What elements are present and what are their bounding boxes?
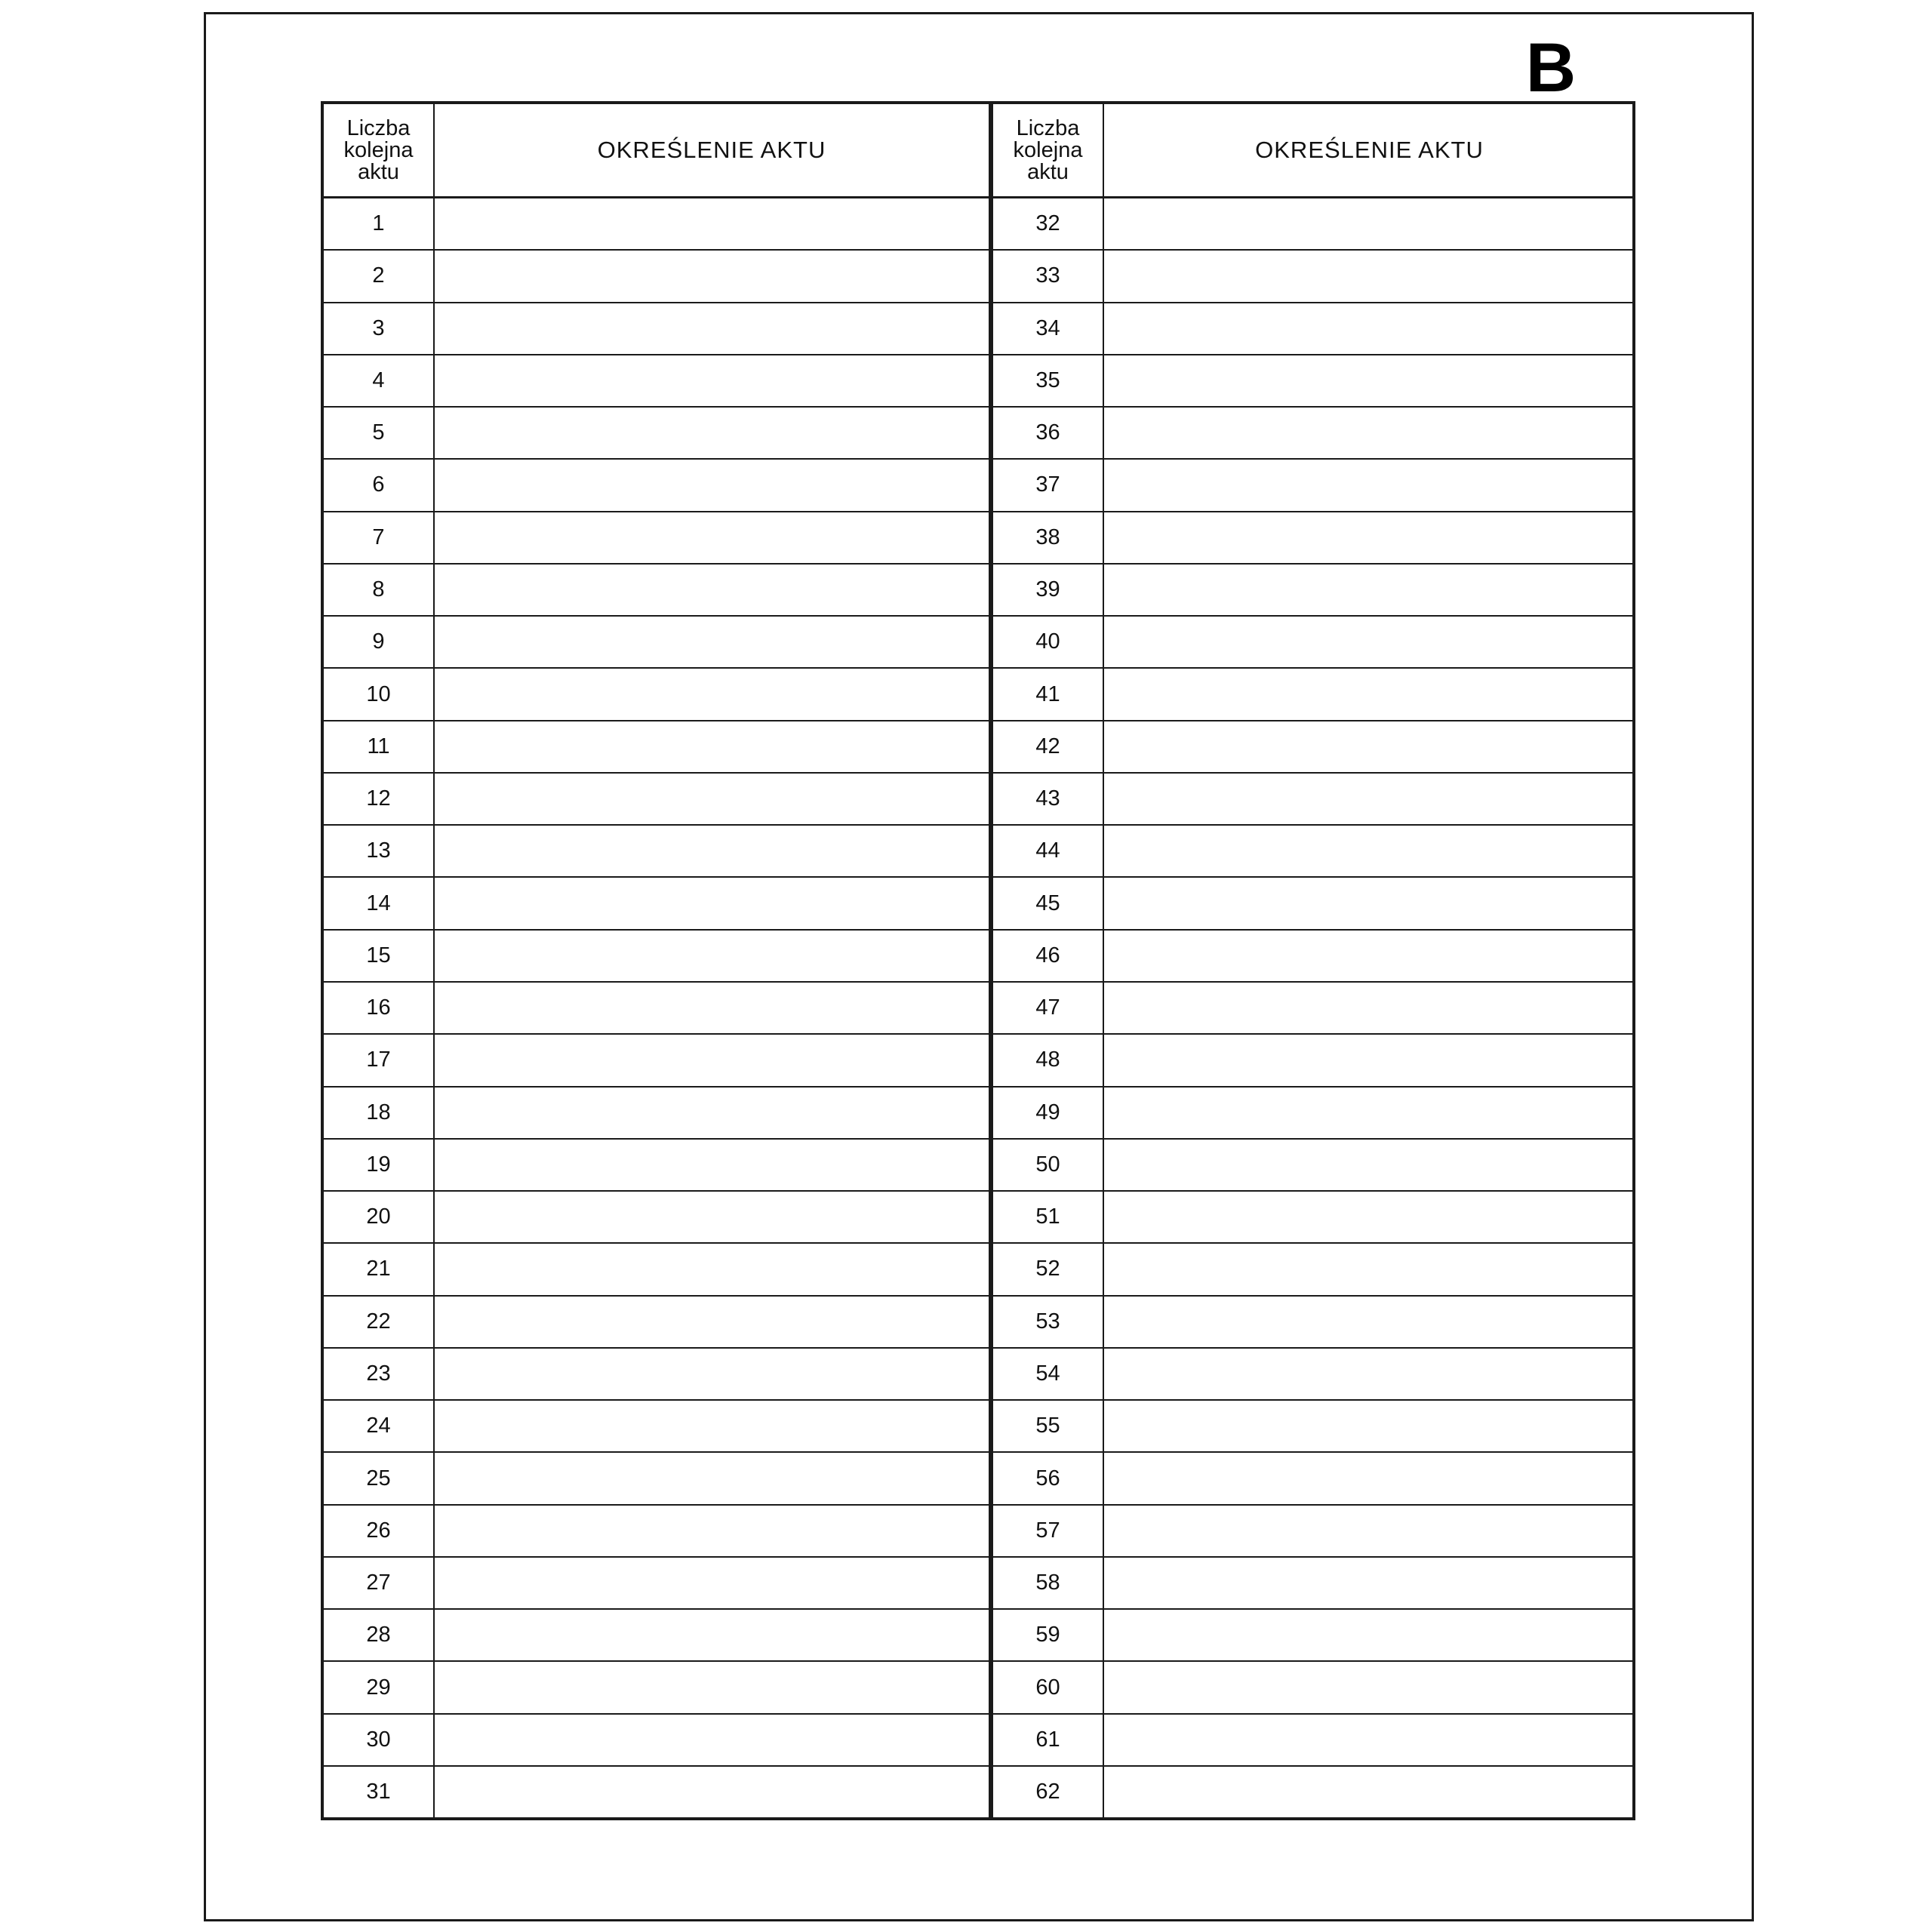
table-row: [993, 983, 1635, 1035]
section-letter: B: [1525, 29, 1577, 106]
act-description-cell[interactable]: [1104, 408, 1635, 458]
table-header-left: [324, 104, 989, 198]
table-row: [324, 1558, 989, 1610]
act-number-cell: 10: [324, 669, 435, 719]
act-description-cell[interactable]: [435, 1662, 989, 1712]
act-description-cell[interactable]: [435, 1506, 989, 1556]
table-row: [993, 1767, 1635, 1817]
act-description-cell[interactable]: [1104, 1192, 1635, 1242]
table-rows-left: [324, 198, 989, 1817]
table-row: [993, 1035, 1635, 1087]
table-row: [993, 669, 1635, 721]
act-description-cell[interactable]: [1104, 669, 1635, 719]
act-description-cell[interactable]: [435, 1297, 989, 1347]
table-row: [324, 198, 989, 251]
table-row: [324, 1662, 989, 1714]
act-number-cell: 38: [993, 512, 1104, 563]
act-number-cell: 43: [993, 774, 1104, 824]
table-row: [993, 1244, 1635, 1296]
act-number-cell: 18: [324, 1088, 435, 1138]
act-number-cell: 31: [324, 1767, 435, 1817]
act-number-cell: 4: [324, 355, 435, 406]
table-row: [324, 774, 989, 826]
act-number-cell: 12: [324, 774, 435, 824]
act-description-cell[interactable]: [1104, 878, 1635, 928]
act-number-cell: 44: [993, 826, 1104, 876]
act-description-cell[interactable]: [1104, 1401, 1635, 1451]
act-description-cell[interactable]: [1104, 565, 1635, 615]
act-description-cell[interactable]: [1104, 1715, 1635, 1765]
act-number-cell: 36: [993, 408, 1104, 458]
act-description-cell[interactable]: [1104, 1610, 1635, 1660]
act-number-cell: 14: [324, 878, 435, 928]
table-row: [324, 355, 989, 408]
act-number-cell: 19: [324, 1140, 435, 1190]
table-row: [993, 1453, 1635, 1505]
act-description-cell[interactable]: [1104, 198, 1635, 249]
table-row: [324, 721, 989, 774]
act-description-cell[interactable]: [435, 1558, 989, 1608]
act-description-cell[interactable]: [1104, 1558, 1635, 1608]
table-row: [324, 251, 989, 303]
table-row: [993, 198, 1635, 251]
act-number-cell: 49: [993, 1088, 1104, 1138]
table-row: [324, 1088, 989, 1140]
act-number-cell: 57: [993, 1506, 1104, 1556]
table-row: [993, 1088, 1635, 1140]
table-row: [324, 1401, 989, 1453]
number-header-line: Liczba: [346, 115, 411, 140]
act-description-cell[interactable]: [435, 355, 989, 406]
act-description-cell[interactable]: [435, 1244, 989, 1294]
act-number-cell: 42: [993, 721, 1104, 772]
act-description-cell[interactable]: [435, 1035, 989, 1085]
act-description-cell[interactable]: [435, 931, 989, 981]
act-number-cell: 45: [993, 878, 1104, 928]
table-row: [324, 565, 989, 617]
act-description-cell[interactable]: [435, 303, 989, 354]
description-column-header: OKREŚLENIE AKTU: [1255, 137, 1484, 163]
table-row: [993, 512, 1635, 565]
act-number-cell: 56: [993, 1453, 1104, 1503]
act-number-cell: 40: [993, 617, 1104, 667]
number-column-header: [324, 104, 435, 196]
number-header-line: Liczba: [1016, 115, 1080, 140]
act-description-cell[interactable]: [1104, 1506, 1635, 1556]
table-row: [993, 1140, 1635, 1192]
number-column-header: [993, 104, 1104, 196]
table-rows-right: [993, 198, 1635, 1817]
table-row: [324, 931, 989, 983]
act-description-cell[interactable]: [1104, 512, 1635, 563]
table-row: [324, 1035, 989, 1087]
act-description-cell[interactable]: [1104, 826, 1635, 876]
act-number-cell: 33: [993, 251, 1104, 301]
table-row: [324, 1244, 989, 1296]
act-number-cell: 35: [993, 355, 1104, 406]
act-description-cell[interactable]: [435, 1453, 989, 1503]
act-number-cell: 17: [324, 1035, 435, 1085]
act-description-cell[interactable]: [1104, 303, 1635, 354]
table-row: [324, 617, 989, 669]
table-half-right: [991, 104, 1635, 1817]
register-table: [321, 101, 1635, 1820]
act-number-cell: 20: [324, 1192, 435, 1242]
number-header-line: kolejna: [1013, 137, 1083, 162]
table-row: [324, 1610, 989, 1662]
act-description-cell[interactable]: [1104, 617, 1635, 667]
act-description-cell[interactable]: [435, 198, 989, 249]
table-row: [993, 303, 1635, 355]
act-description-cell[interactable]: [1104, 1453, 1635, 1503]
act-description-cell[interactable]: [1104, 1349, 1635, 1399]
act-description-cell[interactable]: [1104, 721, 1635, 772]
act-description-cell[interactable]: [435, 565, 989, 615]
act-number-cell: 59: [993, 1610, 1104, 1660]
table-row: [993, 1297, 1635, 1349]
act-number-cell: 25: [324, 1453, 435, 1503]
act-description-cell[interactable]: [435, 721, 989, 772]
table-row: [993, 617, 1635, 669]
act-number-cell: 47: [993, 983, 1104, 1033]
act-number-cell: 13: [324, 826, 435, 876]
table-row: [324, 1767, 989, 1817]
table-row: [993, 408, 1635, 460]
act-number-cell: 39: [993, 565, 1104, 615]
act-description-cell[interactable]: [435, 774, 989, 824]
act-description-cell[interactable]: [1104, 931, 1635, 981]
act-number-cell: 2: [324, 251, 435, 301]
description-column-header: OKREŚLENIE AKTU: [597, 137, 826, 163]
table-row: [993, 774, 1635, 826]
act-number-cell: 27: [324, 1558, 435, 1608]
table-row: [993, 1610, 1635, 1662]
act-description-cell[interactable]: [435, 1610, 989, 1660]
act-number-cell: 16: [324, 983, 435, 1033]
table-row: [324, 878, 989, 930]
act-number-cell: 32: [993, 198, 1104, 249]
act-description-cell[interactable]: [435, 460, 989, 510]
table-row: [993, 1506, 1635, 1558]
table-row: [324, 826, 989, 878]
act-description-cell[interactable]: [1104, 1767, 1635, 1817]
act-description-cell[interactable]: [1104, 1140, 1635, 1190]
table-row: [993, 1401, 1635, 1453]
act-description-cell[interactable]: [435, 1088, 989, 1138]
table-row: [324, 512, 989, 565]
act-number-cell: 5: [324, 408, 435, 458]
act-description-cell[interactable]: [435, 617, 989, 667]
act-number-cell: 41: [993, 669, 1104, 719]
act-number-cell: 37: [993, 460, 1104, 510]
table-row: [324, 303, 989, 355]
act-description-cell[interactable]: [435, 878, 989, 928]
act-number-cell: 28: [324, 1610, 435, 1660]
act-description-cell[interactable]: [435, 512, 989, 563]
number-header-line: aktu: [358, 159, 399, 184]
table-row: [324, 1506, 989, 1558]
table-row: [324, 1140, 989, 1192]
act-description-cell[interactable]: [435, 1767, 989, 1817]
table-row: [324, 408, 989, 460]
number-header-line: kolejna: [343, 137, 414, 162]
act-number-cell: 11: [324, 721, 435, 772]
act-number-cell: 54: [993, 1349, 1104, 1399]
act-description-cell[interactable]: [435, 408, 989, 458]
table-row: [324, 1192, 989, 1244]
act-number-cell: 3: [324, 303, 435, 354]
act-number-cell: 24: [324, 1401, 435, 1451]
act-number-cell: 52: [993, 1244, 1104, 1294]
act-description-cell[interactable]: [435, 669, 989, 719]
act-description-cell[interactable]: [435, 826, 989, 876]
table-row: [324, 1453, 989, 1505]
act-number-cell: 1: [324, 198, 435, 249]
act-description-cell[interactable]: [1104, 1662, 1635, 1712]
act-description-cell[interactable]: [435, 1349, 989, 1399]
table-row: [993, 1558, 1635, 1610]
act-number-cell: 46: [993, 931, 1104, 981]
act-number-cell: 58: [993, 1558, 1104, 1608]
act-description-cell[interactable]: [435, 983, 989, 1033]
act-number-cell: 62: [993, 1767, 1104, 1817]
table-row: [324, 1349, 989, 1401]
act-number-cell: 55: [993, 1401, 1104, 1451]
act-number-cell: 22: [324, 1297, 435, 1347]
table-row: [324, 983, 989, 1035]
act-description-cell[interactable]: [1104, 1297, 1635, 1347]
table-row: [993, 721, 1635, 774]
table-row: [993, 1662, 1635, 1714]
table-row: [993, 251, 1635, 303]
act-description-cell[interactable]: [435, 1715, 989, 1765]
act-description-cell[interactable]: [1104, 983, 1635, 1033]
act-number-cell: 29: [324, 1662, 435, 1712]
act-number-cell: 8: [324, 565, 435, 615]
table-row: [324, 460, 989, 512]
act-description-cell[interactable]: [1104, 1035, 1635, 1085]
act-description-cell[interactable]: [1104, 460, 1635, 510]
table-row: [324, 669, 989, 721]
act-number-cell: 7: [324, 512, 435, 563]
act-description-cell[interactable]: [1104, 355, 1635, 406]
table-row: [993, 826, 1635, 878]
act-number-cell: 6: [324, 460, 435, 510]
act-description-cell[interactable]: [1104, 774, 1635, 824]
table-row: [993, 1349, 1635, 1401]
act-number-cell: 50: [993, 1140, 1104, 1190]
act-number-cell: 21: [324, 1244, 435, 1294]
act-number-cell: 23: [324, 1349, 435, 1399]
act-number-cell: 30: [324, 1715, 435, 1765]
table-row: [993, 931, 1635, 983]
act-description-cell[interactable]: [1104, 251, 1635, 301]
act-number-cell: 15: [324, 931, 435, 981]
table-half-left: [324, 104, 991, 1817]
act-description-cell[interactable]: [435, 1401, 989, 1451]
act-number-cell: 51: [993, 1192, 1104, 1242]
number-header-line: aktu: [1027, 159, 1069, 184]
act-description-cell[interactable]: [435, 1140, 989, 1190]
act-description-cell[interactable]: [1104, 1244, 1635, 1294]
table-row: [993, 355, 1635, 408]
table-row: [993, 1715, 1635, 1767]
act-number-cell: 60: [993, 1662, 1104, 1712]
table-row: [324, 1715, 989, 1767]
table-header-right: [993, 104, 1635, 198]
table-row: [993, 1192, 1635, 1244]
act-number-cell: 53: [993, 1297, 1104, 1347]
act-description-cell[interactable]: [435, 251, 989, 301]
act-number-cell: 26: [324, 1506, 435, 1556]
act-number-cell: 9: [324, 617, 435, 667]
table-row: [993, 460, 1635, 512]
table-row: [993, 565, 1635, 617]
act-number-cell: 34: [993, 303, 1104, 354]
table-row: [993, 878, 1635, 930]
table-row: [324, 1297, 989, 1349]
act-number-cell: 48: [993, 1035, 1104, 1085]
act-description-cell[interactable]: [1104, 1088, 1635, 1138]
act-number-cell: 61: [993, 1715, 1104, 1765]
act-description-cell[interactable]: [435, 1192, 989, 1242]
